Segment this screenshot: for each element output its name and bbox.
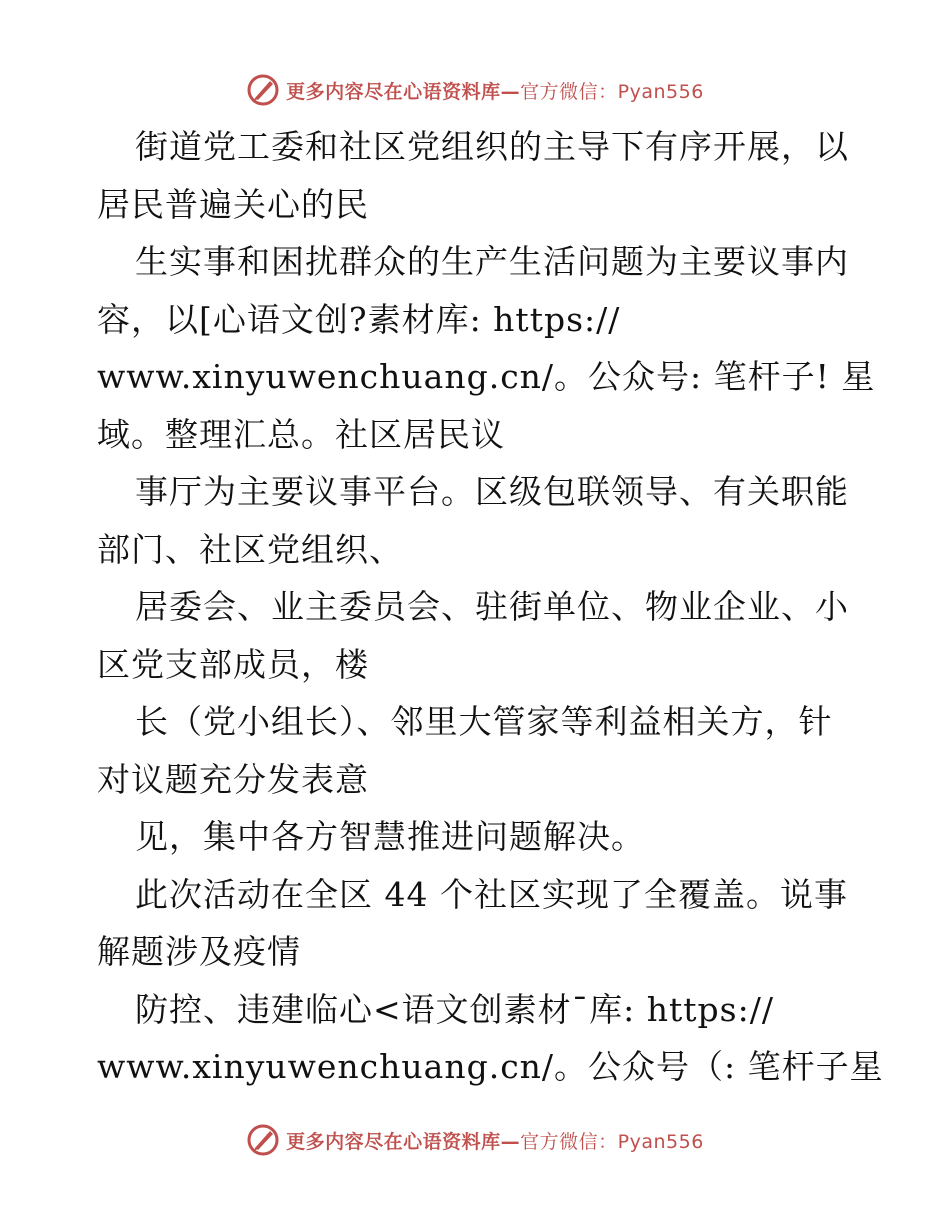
- quill-logo-icon: [246, 73, 280, 107]
- text-line: 防控、违建临心<语文创素材¯库: https://: [135, 989, 774, 1029]
- document-body: [97, 118, 884, 1096]
- quill-logo-icon: [246, 1123, 280, 1157]
- text-line: 街道党工委和社区党组织的主导下有序开展，以: [135, 127, 849, 166]
- text-line: 事厅为主要议事平台。区级包联领导、有关职能: [135, 472, 849, 511]
- text-line: 部门、社区党组织、: [97, 529, 403, 569]
- text-line: 生实事和困扰群众的生产生活问题为主要议事内: [135, 242, 849, 281]
- text-line: 长（党小组长）、邻里大管家等利益相关方，针: [135, 702, 833, 741]
- header-watermark-banner: [0, 70, 950, 110]
- text-line: 此次活动在全区 44 个社区实现了全覆盖。说事: [135, 874, 848, 914]
- footer-watermark-banner: [0, 1120, 950, 1160]
- banner-text: 更多内容尽在心语资料库—官方微信：Pyan556: [286, 80, 704, 103]
- text-line: 区党支部成员，楼: [97, 644, 369, 684]
- text-line: 居委会、业主委员会、驻街单位、物业企业、小: [135, 587, 849, 626]
- text-line: 居民普遍关心的民: [97, 184, 369, 224]
- banner-text: 更多内容尽在心语资料库—官方微信：Pyan556: [286, 1130, 704, 1153]
- text-line: 解题涉及疫情: [97, 932, 301, 971]
- text-line: 对议题充分发表意: [97, 759, 369, 799]
- text-line: www.xinyuwenchuang.cn/。公众号: 笔杆子! 星: [97, 357, 876, 396]
- text-line: 见，集中各方智慧推进问题解决。: [135, 817, 645, 856]
- text-line: 容，以[心语文创?素材库: https://: [97, 299, 621, 339]
- text-line: www.xinyuwenchuang.cn/。公众号（: 笔杆子星: [97, 1047, 884, 1086]
- text-line: 域。整理汇总。社区居民议: [97, 414, 505, 454]
